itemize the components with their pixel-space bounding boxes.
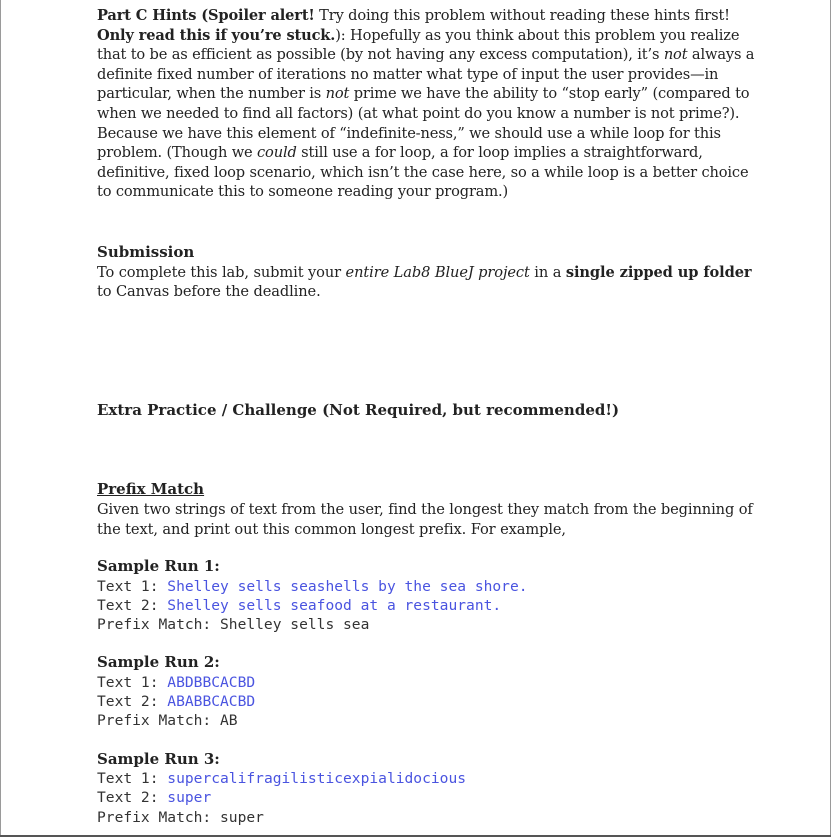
text2-label: Text 2: [97,789,168,807]
prefix-description: Given two strings of text from the user, find the longest they match from the beginning of the text, and print out this common longest prefix. For example, [97,500,753,538]
hints-could: could [257,144,297,162]
part-c-hints-paragraph [97,6,761,202]
hints-not-2: not [325,85,350,103]
hints-body-1: ): Hopefully as you think about this problem you realize that to be as efficient as possible (by not having any excess computation), it’s [97,26,740,64]
sample-run-1 [97,557,761,634]
text1-label: Text 1: [97,577,168,595]
sample-run-text1-line [97,769,761,788]
hints-title-tail: Try doing this problem without reading these hints first! [314,7,730,24]
submission-project: entire Lab8 BlueJ project [345,263,530,281]
hints-title: Part C Hints (Spoiler alert! [97,7,315,24]
text1-label: Text 1: [97,673,168,691]
submission-paragraph [97,263,761,302]
sample-run-text2-line [97,596,761,615]
submission-text-2: in a [529,263,566,281]
page-left-border [0,0,1,837]
sample-run-result-line: Prefix Match: super [97,808,264,826]
text2-value: super [167,789,212,807]
sample-run-text2-line [97,788,761,807]
hints-body-2: always a definite fixed number of iterations no matter what type of input the user provides—in particular, when the number is [97,46,755,103]
text1-value: Shelley sells seashells by the sea shore. [167,577,528,595]
sample-run-text1-line [97,577,761,596]
text1-label: Text 1: [97,770,168,788]
prefix-match-heading: Prefix Match [97,480,205,499]
sample-run-3 [97,750,761,827]
sample-run-2 [97,653,761,730]
text1-value: ABDBBCACBD [167,673,256,691]
hints-only-read: Only read this if you’re stuck. [97,26,336,44]
sample-run-result-line: Prefix Match: AB [97,712,238,730]
text2-value: ABABBCACBD [167,693,256,711]
document-content [97,6,761,827]
submission-text-1: To complete this lab, submit your [97,263,346,281]
sample-run-text1-line [97,673,761,692]
hints-body-4: still use a for loop, a for loop implies a straightforward, definitive, fixed loop scenario, which isn’t the case here, so a while loop is a better choice to communicate this to someone reading your program.) [97,144,749,201]
extra-practice-heading: Extra Practice / Challenge (Not Required, but recommended!) [97,400,620,419]
sample-run-title: Sample Run 1: [97,557,220,576]
sample-run-text2-line [97,692,761,711]
sample-run-result-line: Prefix Match: Shelley sells sea [97,616,370,634]
hints-not-1: not [663,46,688,64]
text2-label: Text 2: [97,693,168,711]
sample-run-title: Sample Run 3: [97,749,220,768]
hints-body-3: prime we have the ability to “stop early” (compared to when we needed to find all factors) (at what point do you know a number is not prime?). Because we have this element of “indefinite-ness,” we should use a while loop for this problem. (Though we [97,85,750,162]
text2-value: Shelley sells seafood at a restaurant. [167,596,502,614]
sample-run-title: Sample Run 2: [97,653,220,672]
text2-label: Text 2: [97,596,168,614]
submission-zipped: single zipped up folder [565,263,752,281]
submission-heading: Submission [97,242,195,261]
submission-text-3: to Canvas before the deadline. [97,283,321,301]
text1-value: supercalifragilisticexpialidocious [167,770,467,788]
